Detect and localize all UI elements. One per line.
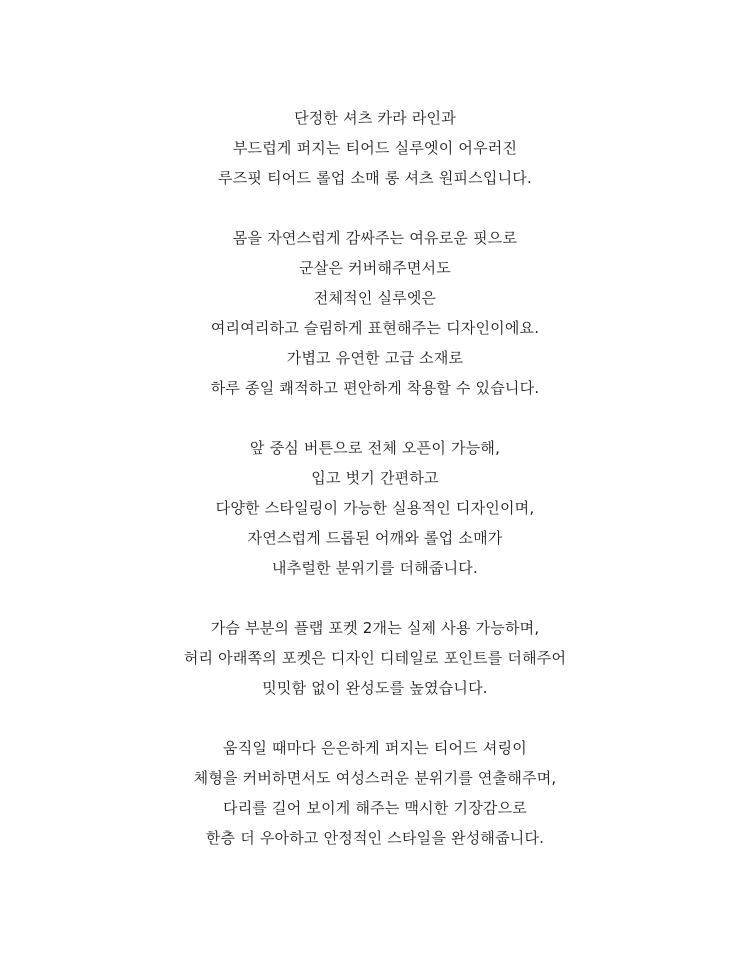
description-line: 내추럴한 분위기를 더해줍니다. xyxy=(272,559,478,577)
description-paragraph-pockets xyxy=(0,613,750,703)
description-line: 한층 더 우아하고 안정적인 스타일을 완성해줍니다. xyxy=(205,829,545,847)
description-line: 가볍고 유연한 고급 소재로 xyxy=(286,349,464,367)
description-line: 부드럽게 퍼지는 티어드 실루엣이 어우러진 xyxy=(232,139,518,157)
description-line: 체형을 커버하면서도 여성스러운 분위기를 연출해주며, xyxy=(193,769,557,787)
description-line: 전체적인 실루엣은 xyxy=(313,289,437,307)
description-paragraph-tiered-shirring xyxy=(0,733,750,853)
description-line: 가슴 부분의 플랩 포켓 2개는 실제 사용 가능하며, xyxy=(210,619,540,637)
description-line: 다리를 길어 보이게 해주는 맥시한 기장감으로 xyxy=(223,799,527,817)
description-paragraph-fit-material xyxy=(0,223,750,403)
description-line: 하루 종일 쾌적하고 편안하게 착용할 수 있습니다. xyxy=(210,379,540,397)
description-line: 군살은 커버해주면서도 xyxy=(299,259,451,277)
description-line: 몸을 자연스럽게 감싸주는 여유로운 핏으로 xyxy=(232,229,518,247)
description-line: 루즈핏 티어드 롤업 소매 롱 셔츠 원피스입니다. xyxy=(218,169,532,187)
description-line: 앞 중심 버튼으로 전체 오픈이 가능해, xyxy=(249,439,501,457)
product-description xyxy=(0,103,750,883)
description-line: 밋밋함 없이 완성도를 높였습니다. xyxy=(262,679,488,697)
description-line: 여리여리하고 슬림하게 표현해주는 디자인이에요. xyxy=(210,319,540,337)
description-line: 자연스럽게 드롭된 어깨와 롤업 소매가 xyxy=(247,529,503,547)
description-line: 입고 벗기 간편하고 xyxy=(311,469,439,487)
description-line: 단정한 셔츠 카라 라인과 xyxy=(294,109,456,127)
description-line: 움직일 때마다 은은하게 퍼지는 티어드 셔링이 xyxy=(223,739,527,757)
description-line: 허리 아래쪽의 포켓은 디자인 디테일로 포인트를 더해주어 xyxy=(183,649,567,667)
description-paragraph-collar-silhouette xyxy=(0,103,750,193)
description-paragraph-buttons-sleeves xyxy=(0,433,750,583)
description-line: 다양한 스타일링이 가능한 실용적인 디자인이며, xyxy=(215,499,535,517)
